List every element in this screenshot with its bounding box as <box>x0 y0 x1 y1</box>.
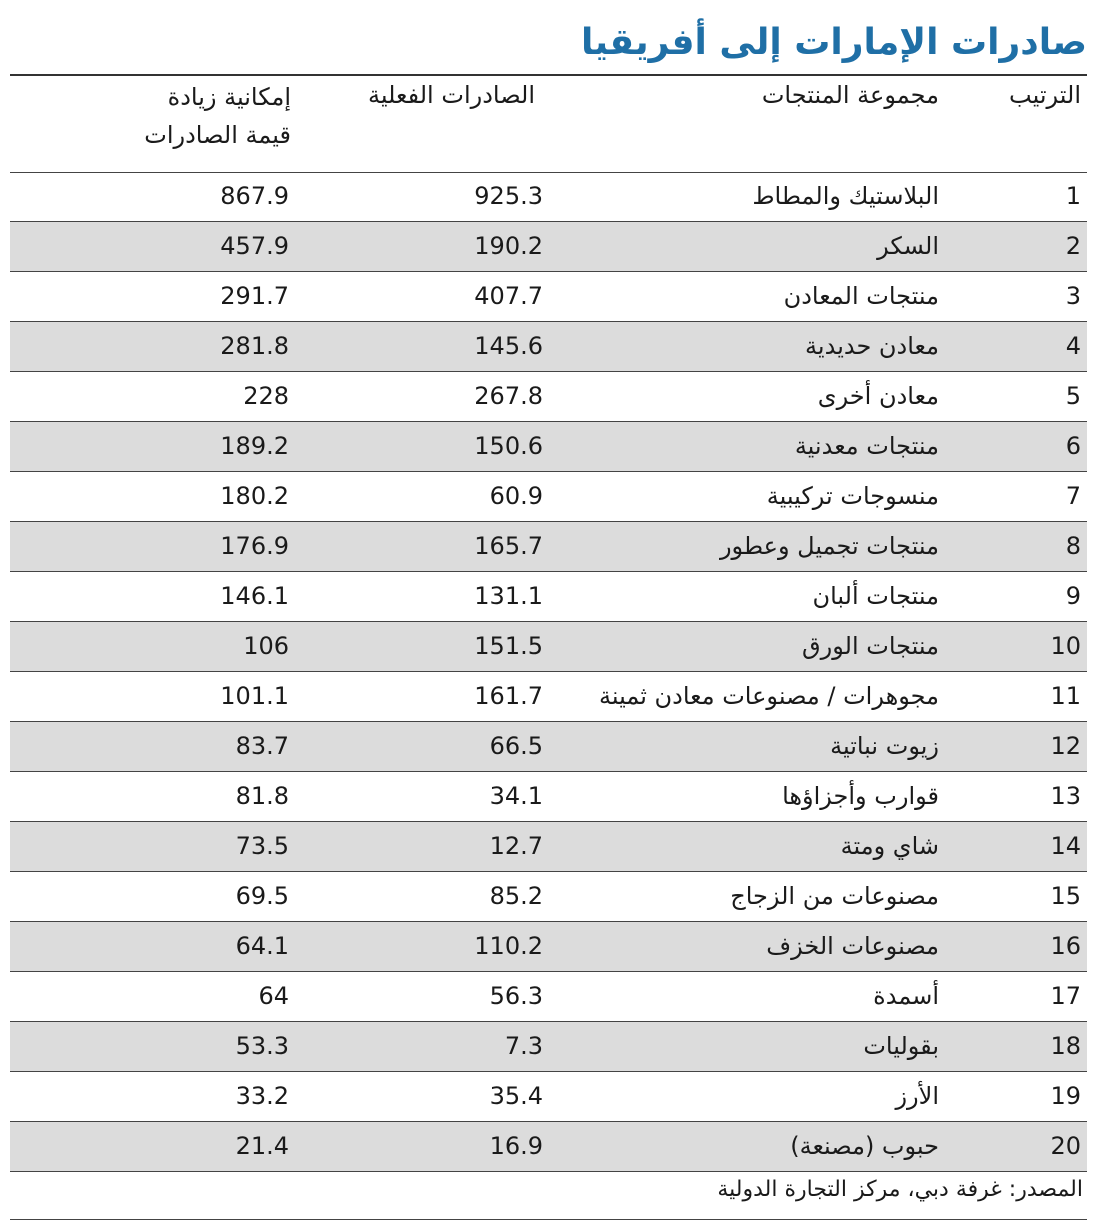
product-group-cell: البلاستيك والمطاط <box>752 182 939 210</box>
table-row <box>10 422 1087 472</box>
rank-cell: 20 <box>1050 1132 1081 1160</box>
table-row <box>10 872 1087 922</box>
table-row <box>10 372 1087 422</box>
table-row <box>10 472 1087 522</box>
actual-exports-cell: 925.3 <box>474 182 543 210</box>
rank-cell: 2 <box>1065 232 1081 260</box>
rank-cell: 4 <box>1065 332 1081 360</box>
table-row <box>10 722 1087 772</box>
table-row <box>10 622 1087 672</box>
rank-cell: 18 <box>1050 1032 1081 1060</box>
rank-cell: 8 <box>1065 532 1081 560</box>
product-group-cell: أسمدة <box>873 982 939 1010</box>
rank-cell: 14 <box>1050 832 1081 860</box>
rank-cell: 1 <box>1065 182 1081 210</box>
product-group-cell: مصنوعات من الزجاج <box>730 882 939 910</box>
actual-exports-cell: 165.7 <box>474 532 543 560</box>
product-group-cell: معادن أخرى <box>817 382 939 410</box>
actual-exports-cell: 34.1 <box>489 782 543 810</box>
export-potential-cell: 33.2 <box>235 1082 289 1110</box>
rank-cell: 7 <box>1065 482 1081 510</box>
rank-cell: 15 <box>1050 882 1081 910</box>
header-export-potential <box>144 82 291 158</box>
table-row <box>10 172 1087 222</box>
product-group-cell: الأرز <box>895 1082 939 1110</box>
export-potential-cell: 21.4 <box>235 1132 289 1160</box>
export-potential-cell: 228 <box>243 382 289 410</box>
rank-cell: 19 <box>1050 1082 1081 1110</box>
actual-exports-cell: 145.6 <box>474 332 543 360</box>
table-row <box>10 322 1087 372</box>
table-row <box>10 822 1087 872</box>
product-group-cell: زيوت نباتية <box>830 732 939 760</box>
export-potential-cell: 83.7 <box>235 732 289 760</box>
rank-cell: 12 <box>1050 732 1081 760</box>
bottom-rule <box>10 1219 1087 1220</box>
product-group-cell: منتجات الورق <box>802 632 939 660</box>
export-potential-cell: 176.9 <box>220 532 289 560</box>
actual-exports-cell: 407.7 <box>474 282 543 310</box>
source-note: المصدر: غرفة دبي، مركز التجارة الدولية <box>717 1177 1083 1202</box>
product-group-cell: معادن حديدية <box>805 332 939 360</box>
product-group-cell: شاي ومتة <box>840 832 939 860</box>
rank-cell: 3 <box>1065 282 1081 310</box>
table-row <box>10 972 1087 1022</box>
export-potential-cell: 53.3 <box>235 1032 289 1060</box>
page-title: صادرات الإمارات إلى أفريقيا <box>580 22 1087 63</box>
product-group-cell: حبوب (مصنعة) <box>790 1132 939 1160</box>
actual-exports-cell: 110.2 <box>474 932 543 960</box>
export-potential-cell: 64.1 <box>235 932 289 960</box>
product-group-cell: مصنوعات الخزف <box>766 932 939 960</box>
rank-cell: 11 <box>1050 682 1081 710</box>
rank-cell: 5 <box>1065 382 1081 410</box>
actual-exports-cell: 131.1 <box>474 582 543 610</box>
table-row <box>10 522 1087 572</box>
export-potential-cell: 69.5 <box>235 882 289 910</box>
header-rank: الترتيب <box>1009 81 1081 109</box>
product-group-cell: منسوجات تركيبية <box>766 482 939 510</box>
header-potential-line1: إمكانية زيادة <box>167 83 291 111</box>
table-row <box>10 672 1087 722</box>
actual-exports-cell: 150.6 <box>474 432 543 460</box>
rank-cell: 6 <box>1065 432 1081 460</box>
table-row <box>10 572 1087 622</box>
actual-exports-cell: 151.5 <box>474 632 543 660</box>
export-potential-cell: 189.2 <box>220 432 289 460</box>
rank-cell: 16 <box>1050 932 1081 960</box>
export-potential-cell: 106 <box>243 632 289 660</box>
table-row <box>10 1122 1087 1172</box>
export-potential-cell: 146.1 <box>220 582 289 610</box>
export-potential-cell: 101.1 <box>220 682 289 710</box>
actual-exports-cell: 7.3 <box>504 1032 543 1060</box>
actual-exports-cell: 267.8 <box>474 382 543 410</box>
actual-exports-cell: 60.9 <box>489 482 543 510</box>
actual-exports-cell: 16.9 <box>489 1132 543 1160</box>
export-potential-cell: 457.9 <box>220 232 289 260</box>
export-potential-cell: 64 <box>258 982 289 1010</box>
actual-exports-cell: 56.3 <box>489 982 543 1010</box>
export-potential-cell: 180.2 <box>220 482 289 510</box>
table-row <box>10 272 1087 322</box>
rank-cell: 17 <box>1050 982 1081 1010</box>
header-product-group: مجموعة المنتجات <box>761 81 939 109</box>
export-potential-cell: 73.5 <box>235 832 289 860</box>
table-header <box>10 76 1087 173</box>
product-group-cell: منتجات معدنية <box>794 432 939 460</box>
export-potential-cell: 867.9 <box>220 182 289 210</box>
actual-exports-cell: 85.2 <box>489 882 543 910</box>
header-actual-exports: الصادرات الفعلية <box>367 81 535 109</box>
product-group-cell: منتجات المعادن <box>783 282 939 310</box>
product-group-cell: منتجات ألبان <box>812 582 939 610</box>
table-row <box>10 1072 1087 1122</box>
actual-exports-cell: 66.5 <box>489 732 543 760</box>
actual-exports-cell: 161.7 <box>474 682 543 710</box>
product-group-cell: بقوليات <box>863 1032 939 1060</box>
product-group-cell: قوارب وأجزاؤها <box>782 782 939 810</box>
table-body <box>10 172 1087 1172</box>
actual-exports-cell: 12.7 <box>489 832 543 860</box>
actual-exports-cell: 190.2 <box>474 232 543 260</box>
export-potential-cell: 81.8 <box>235 782 289 810</box>
rank-cell: 13 <box>1050 782 1081 810</box>
product-group-cell: منتجات تجميل وعطور <box>719 532 939 560</box>
rank-cell: 10 <box>1050 632 1081 660</box>
product-group-cell: مجوهرات / مصنوعات معادن ثمينة <box>598 682 939 710</box>
rank-cell: 9 <box>1065 582 1081 610</box>
table-row <box>10 922 1087 972</box>
table-row <box>10 1022 1087 1072</box>
header-potential-line2: قيمة الصادرات <box>144 121 291 149</box>
table-row <box>10 222 1087 272</box>
export-potential-cell: 291.7 <box>220 282 289 310</box>
export-potential-cell: 281.8 <box>220 332 289 360</box>
product-group-cell: السكر <box>877 232 939 260</box>
table-row <box>10 772 1087 822</box>
actual-exports-cell: 35.4 <box>489 1082 543 1110</box>
